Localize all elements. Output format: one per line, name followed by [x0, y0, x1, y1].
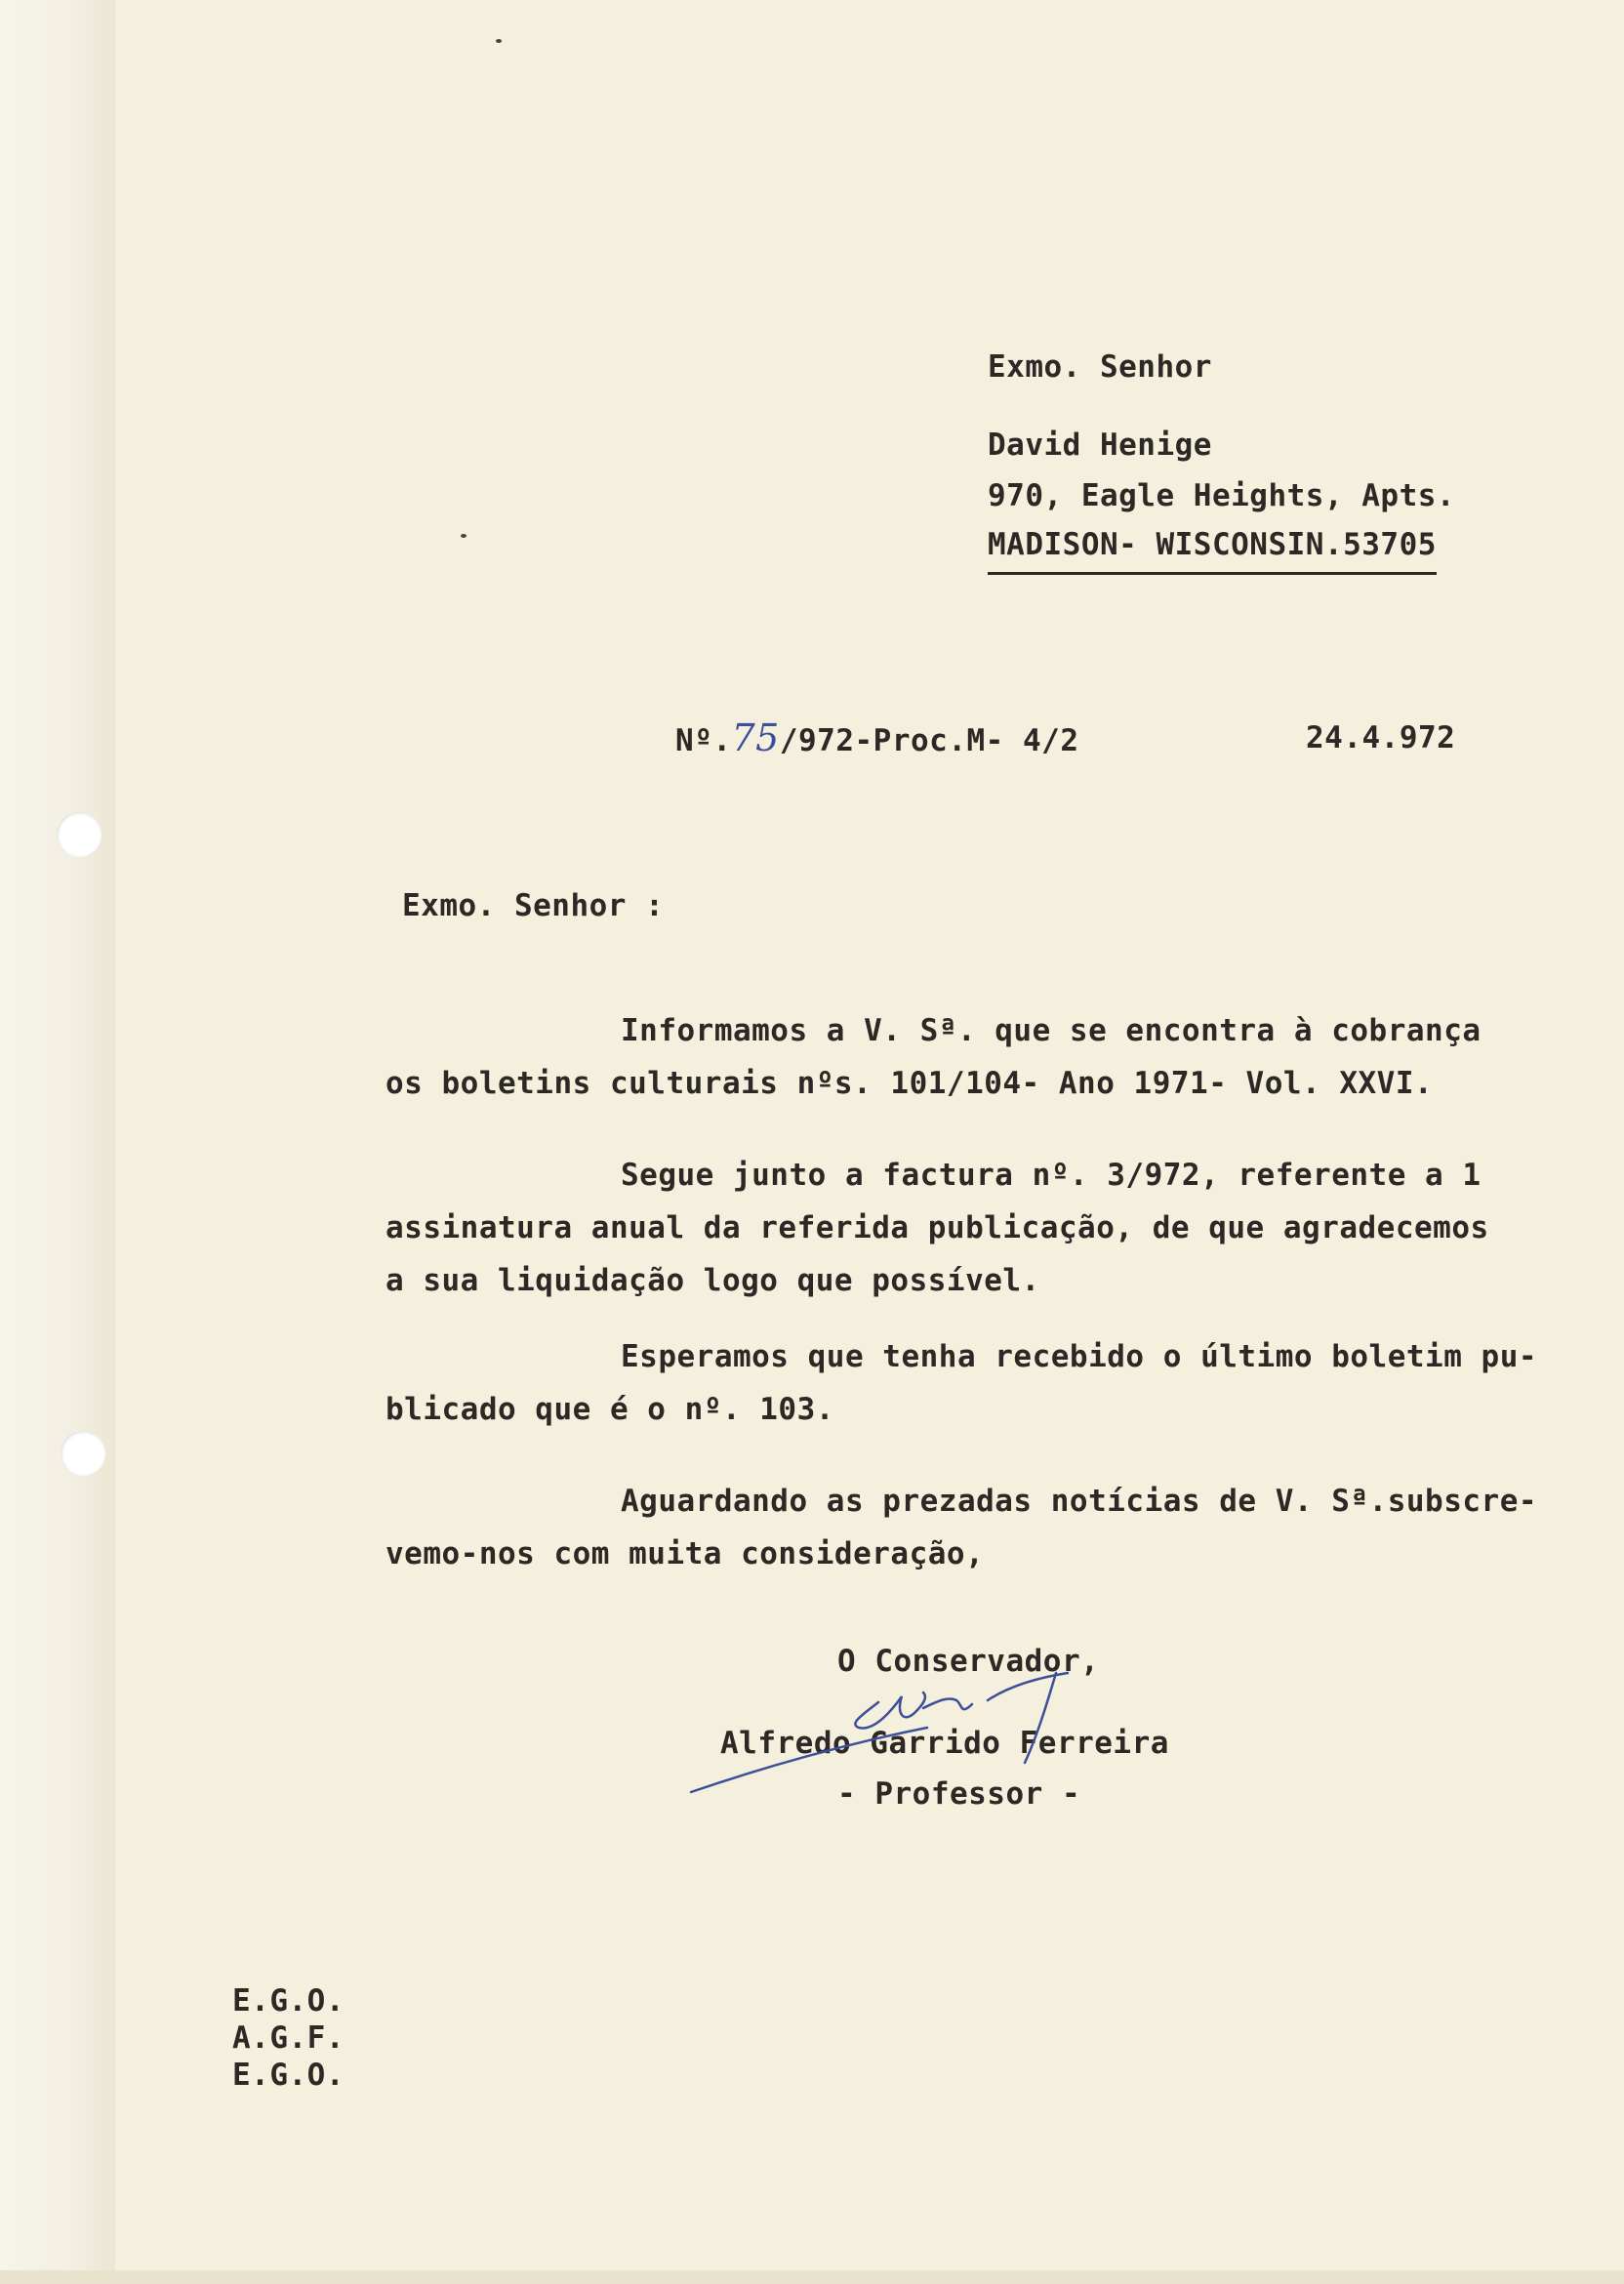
body-line: Segue junto a factura nº. 3/972, referente a 1 — [621, 1158, 1482, 1193]
recipient-salutation: Exmo. Senhor — [988, 349, 1212, 385]
recipient-city: MADISON- WISCONSIN.53705 — [988, 519, 1437, 575]
body-line: Informamos a V. Sª. que se encontra à cobrança — [621, 1013, 1482, 1048]
reference-number — [675, 713, 1078, 766]
initials-line: A.G.F. — [232, 2020, 345, 2056]
body-line: Esperamos que tenha recebido o último boletim pu- — [621, 1339, 1538, 1374]
body-line: vemo-nos com muita consideração, — [386, 1536, 985, 1571]
body-line: assinatura anual da referida publicação, de que agradecemos — [386, 1210, 1489, 1245]
signatory-role: - Professor - — [837, 1776, 1081, 1812]
paper-left-edge — [0, 0, 115, 2284]
handwritten-signature — [683, 1667, 1142, 1804]
ink-speck — [496, 39, 502, 43]
signatory-name: Alfredo Garrido Ferreira — [720, 1726, 1169, 1761]
punch-hole-bottom — [61, 1431, 105, 1476]
reference-prefix: Nº. — [675, 723, 732, 758]
body-line: Aguardando as prezadas notícias de V. Sª.subscre- — [621, 1484, 1538, 1519]
body-line: blicado que é o nº. 103. — [386, 1392, 834, 1427]
ink-speck — [461, 534, 467, 538]
greeting: Exmo. Senhor : — [402, 888, 665, 923]
paper-bottom-edge — [0, 2270, 1624, 2284]
recipient-street: 970, Eagle Heights, Apts. — [988, 478, 1456, 513]
initials-line: E.G.O. — [232, 1983, 345, 2019]
recipient-name: David Henige — [988, 428, 1212, 463]
closing-title: O Conservador, — [837, 1644, 1100, 1679]
handwritten-reference-number: 75 — [731, 716, 780, 759]
punch-hole-top — [57, 812, 102, 857]
body-line: os boletins culturais nºs. 101/104- Ano 1971- Vol. XXVI. — [386, 1066, 1434, 1101]
initials-line: E.G.O. — [232, 2058, 345, 2093]
body-line: a sua liquidação logo que possível. — [386, 1263, 1040, 1298]
letter-date: 24.4.972 — [1306, 720, 1456, 755]
reference-suffix: /972-Proc.M- 4/2 — [779, 723, 1079, 758]
